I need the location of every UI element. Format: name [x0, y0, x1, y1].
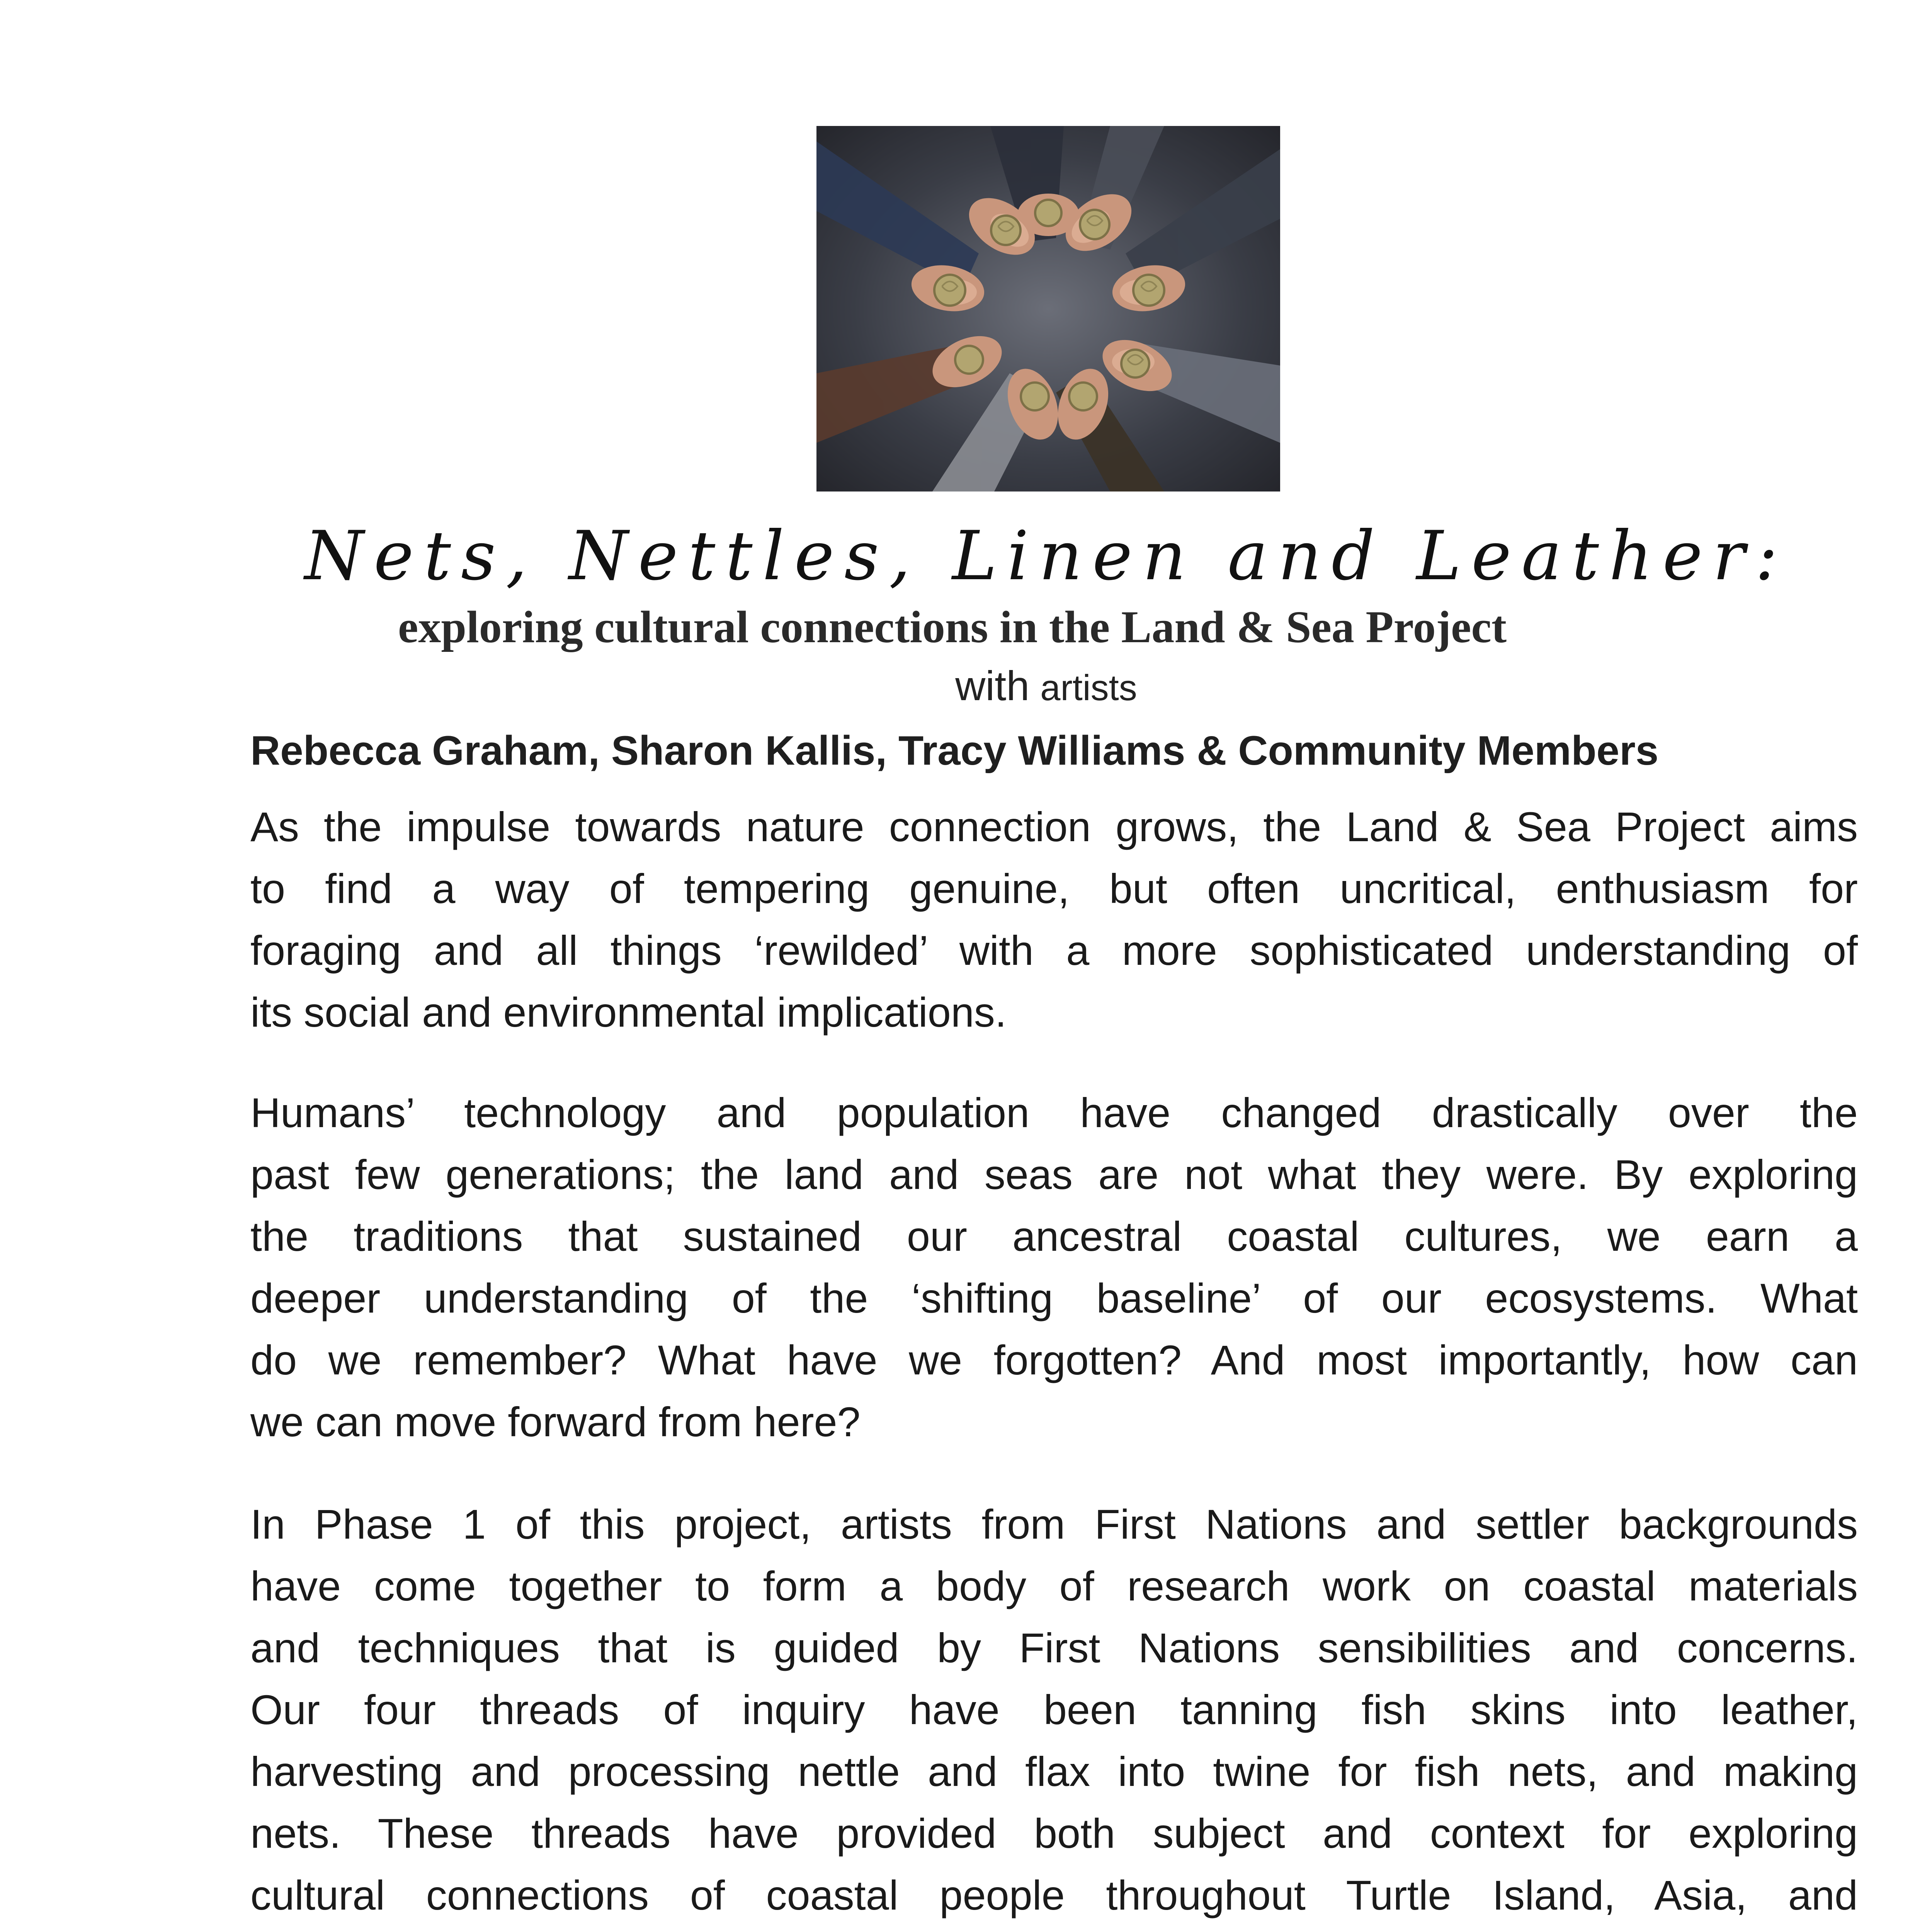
- paragraph-line: Our four threads of inquiry have been tanning fish skins into leather,: [250, 1686, 1858, 1733]
- with-artists-line: [0, 661, 1932, 713]
- paragraph-line: deeper understanding of the ‘shifting baseline’ of our ecosystems. What: [250, 1275, 1858, 1321]
- paragraph-line: In Phase 1 of this project, artists from First Nations and settler backgrounds: [250, 1501, 1858, 1548]
- paragraph-line: its social and environmental implications.: [250, 989, 1007, 1036]
- paragraph-line: As the impulse towards nature connection grows, the Land & Sea Project aims: [250, 803, 1858, 850]
- paragraph-3: [250, 1493, 1858, 1932]
- paragraph-line: cultural connections of coastal people throughout Turtle Island, Asia, and: [250, 1872, 1858, 1918]
- paragraph-line: and techniques that is guided by First Nations sensibilities and concerns.: [250, 1624, 1858, 1671]
- paragraph-line: do we remember? What have we forgotten? And most importantly, how can: [250, 1337, 1858, 1383]
- paragraph-line: harvesting and processing nettle and flax into twine for fish nets, and making: [250, 1748, 1858, 1795]
- paragraph-line: to find a way of tempering genuine, but often uncritical, enthusiasm for: [250, 865, 1858, 912]
- with-word: with: [955, 662, 1030, 709]
- paragraph-line: Humans’ technology and population have changed drastically over the: [250, 1089, 1858, 1136]
- paragraph-line: have come together to form a body of research work on coastal materials: [250, 1563, 1858, 1609]
- paragraph-line: foraging and all things ‘rewilded’ with a more sophisticated understanding of: [250, 927, 1858, 974]
- paragraph-line: [250, 1926, 1858, 1932]
- paragraph-2: [250, 1082, 1858, 1453]
- paragraph-line: the traditions that sustained our ancestral coastal cultures, we earn a: [250, 1213, 1858, 1260]
- hands-holding-twine-photo: [816, 126, 1280, 492]
- paragraph-1: [250, 796, 1858, 1043]
- photo-graphic: [816, 126, 1280, 492]
- artists-word: artists: [1040, 667, 1137, 708]
- paragraph-line: we can move forward from here?: [250, 1398, 861, 1445]
- page-title: Nets, Nettles, Linen and Leather:: [304, 517, 1788, 595]
- page-subtitle: exploring cultural connections in the Land & Sea Project: [398, 602, 1507, 652]
- artist-names: Rebecca Graham, Sharon Kallis, Tracy Williams & Community Members: [250, 727, 1659, 774]
- paragraph-line: past few generations; the land and seas are not what they were. By exploring: [250, 1151, 1858, 1198]
- paragraph-line: nets. These threads have provided both subject and context for exploring: [250, 1810, 1858, 1857]
